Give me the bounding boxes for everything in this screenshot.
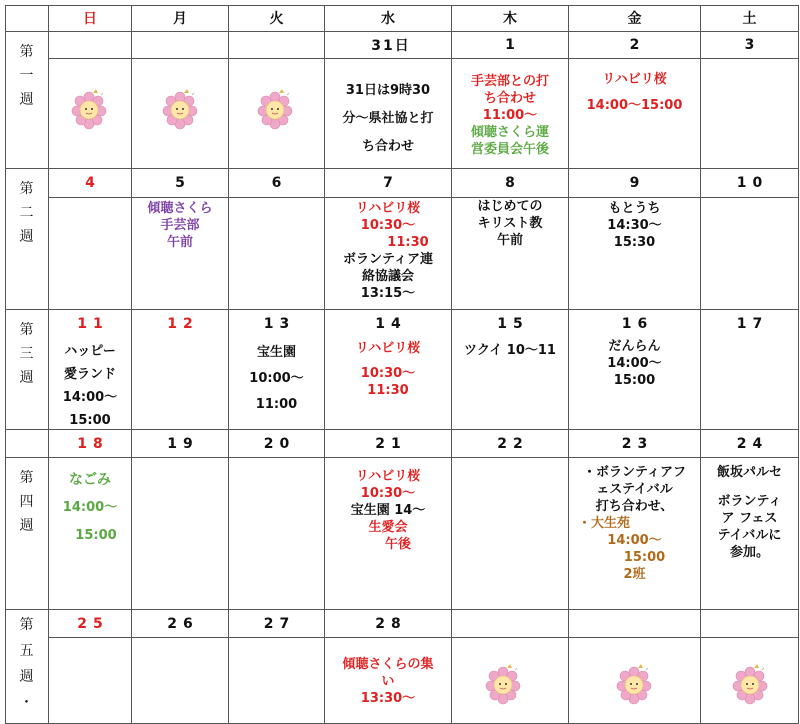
event-cell-empty: [132, 638, 229, 724]
flower-mascot-icon: [257, 89, 293, 131]
week-label-char: 第: [19, 44, 34, 60]
day-header-sat: 土: [701, 5, 799, 32]
date-cell: 10: [701, 169, 799, 198]
week-label-char: 第: [19, 617, 34, 633]
date-cell: [49, 32, 132, 59]
event-text: もとうち: [608, 201, 661, 216]
date-cell: 22: [452, 430, 569, 458]
event-text: 分〜県社協と打: [342, 111, 434, 126]
event-text: ハッピー: [64, 344, 116, 359]
day-cell-w3-sun: [49, 310, 132, 430]
event-text: 10:30〜: [360, 486, 416, 501]
date-label: 17: [736, 316, 769, 332]
event-text: 手芸部: [160, 218, 200, 233]
header-corner: [5, 5, 49, 32]
flower-mascot-icon: [71, 89, 107, 131]
event-text: 愛ランド: [63, 367, 116, 382]
date-cell: [132, 32, 229, 59]
week-label-char: 五: [19, 643, 34, 659]
date-cell: 18: [49, 430, 132, 458]
date-label: 11: [77, 316, 109, 332]
event-text: 11:00〜: [482, 108, 538, 123]
event-text: ボランティア連: [343, 252, 433, 267]
date-cell: 5: [132, 169, 229, 198]
date-cell: [569, 610, 701, 638]
date-label: 14: [375, 316, 407, 332]
event-text: 2班: [623, 567, 646, 582]
event-w2-mon: [132, 198, 229, 310]
event-text: 11:30: [367, 383, 409, 398]
event-text: 14:00〜: [607, 356, 662, 371]
day-header-mon: 月: [132, 5, 229, 32]
event-cell-empty: [229, 198, 325, 310]
event-text: なごみ: [69, 472, 111, 488]
event-text: 10:30〜: [360, 366, 416, 381]
event-text: 15:30: [613, 235, 656, 250]
event-cell-empty: [49, 59, 132, 169]
date-cell: [452, 610, 569, 638]
week-label-4: [5, 458, 49, 610]
event-text: ツクイ 10〜11: [464, 343, 556, 358]
week-label-char: 週: [19, 370, 34, 386]
day-cell-w3-wed: [325, 310, 452, 430]
event-w2-wed: [325, 198, 452, 310]
date-cell: 9: [569, 169, 701, 198]
event-text: リハビリ桜: [355, 201, 421, 216]
event-text: 14:00〜15:00: [586, 98, 683, 113]
week-label-char: 週: [19, 92, 34, 108]
event-text: だんらん: [608, 339, 661, 354]
event-w1-wed: [325, 59, 452, 169]
week-label-char: 第: [19, 322, 34, 338]
date-label: 12: [167, 316, 199, 332]
event-text: 15:00: [75, 528, 117, 543]
day-cell-w3-tue: [229, 310, 325, 430]
date-label: 13: [263, 316, 296, 332]
week-label-char: 第: [19, 470, 34, 486]
week-label-char: 週: [19, 669, 34, 685]
event-text: 31日は9時30: [345, 83, 431, 98]
date-label: 16: [621, 316, 654, 332]
event-w4-sat: [701, 458, 799, 610]
event-cell-empty: [49, 638, 132, 724]
day-header-tue: 火: [229, 5, 325, 32]
week-label-char: 一: [19, 68, 34, 84]
flower-mascot-icon: [616, 664, 652, 706]
week-label-char: 三: [19, 346, 34, 362]
event-text: い: [381, 674, 395, 689]
day-cell-w3-sat: [701, 310, 799, 430]
event-w4-sun: [49, 458, 132, 610]
date-cell: 8: [452, 169, 569, 198]
day-header-sun: 日: [49, 5, 132, 32]
event-cell-empty: [701, 198, 799, 310]
event-text: ボランティ: [717, 494, 782, 509]
event-text: 宝生園 14〜: [350, 503, 426, 518]
event-cell-empty: [132, 59, 229, 169]
event-text: リハビリ桜: [355, 469, 421, 484]
date-cell: 2: [569, 32, 701, 59]
event-text: リハビリ桜: [602, 72, 667, 87]
date-cell: 31日: [325, 32, 452, 59]
date-cell: 24: [701, 430, 799, 458]
week-label-5: [5, 610, 49, 724]
date-cell: [701, 610, 799, 638]
event-text: 14:00〜: [607, 533, 662, 548]
day-header-fri: 金: [569, 5, 701, 32]
day-header-wed: 水: [325, 5, 452, 32]
event-text: 絡協議会: [361, 269, 414, 284]
week-label-char: ・: [19, 695, 34, 711]
date-cell: 26: [132, 610, 229, 638]
day-cell-w3-thu: [452, 310, 569, 430]
event-text: 午前: [496, 233, 523, 248]
event-w1-thu: [452, 59, 569, 169]
event-text: 10:00〜: [249, 371, 304, 386]
event-cell-empty: [229, 458, 325, 610]
event-cell-empty: [452, 458, 569, 610]
event-text: 生愛会: [368, 520, 408, 535]
event-w2-thu: [452, 198, 569, 310]
event-cell-empty: [569, 638, 701, 724]
event-text: ち合わせ: [483, 91, 536, 106]
event-w1-fri: [569, 59, 701, 169]
event-text: ェステイバル: [596, 482, 673, 497]
event-text: 傾聴さくらの集: [342, 657, 434, 672]
event-cell-empty: [132, 458, 229, 610]
week-label-char: 週: [19, 518, 34, 534]
event-text: 打ち合わせ、: [595, 499, 674, 514]
date-cell: 28: [325, 610, 452, 638]
day-cell-w3-mon: [132, 310, 229, 430]
date-cell: 20: [229, 430, 325, 458]
event-text: 15:00: [623, 550, 666, 565]
week-label-1: [5, 32, 49, 169]
week-label-2: [5, 169, 49, 310]
event-cell-empty: [49, 198, 132, 310]
event-cell-empty: [229, 59, 325, 169]
event-text: 13:15〜: [360, 286, 416, 301]
date-cell: 1: [452, 32, 569, 59]
event-cell-empty: [229, 638, 325, 724]
date-cell: 6: [229, 169, 325, 198]
date-cell: 27: [229, 610, 325, 638]
event-text: 10:30〜: [360, 218, 416, 233]
event-text: ・大生苑: [578, 516, 631, 531]
date-cell: 25: [49, 610, 132, 638]
event-text: 傾聴さくら: [147, 201, 213, 216]
date-cell: 4: [49, 169, 132, 198]
event-text: 宝生園: [256, 345, 296, 360]
flower-mascot-icon: [162, 89, 198, 131]
date-cell: [229, 32, 325, 59]
event-cell-empty: [701, 59, 799, 169]
event-text: 午前: [166, 235, 193, 250]
event-text: 参加。: [729, 545, 769, 560]
week-label-char: 第: [19, 181, 34, 197]
week-label-char: 四: [19, 494, 34, 510]
date-cell: 21: [325, 430, 452, 458]
event-text: 飯坂パルセ: [716, 465, 782, 480]
date-cell: 19: [132, 430, 229, 458]
event-text: 営委員会午後: [470, 142, 549, 157]
week-label-spacer: [5, 430, 49, 458]
event-text: キリスト教: [477, 216, 543, 231]
event-w4-wed: [325, 458, 452, 610]
event-cell-empty: [701, 638, 799, 724]
flower-mascot-icon: [485, 664, 521, 706]
event-text: 14:30〜: [607, 218, 662, 233]
event-text: 傾聴さくら運: [470, 125, 549, 140]
date-cell: 7: [325, 169, 452, 198]
event-text: 手芸部との打: [470, 74, 549, 89]
date-cell: 23: [569, 430, 701, 458]
event-text: 14:00〜: [62, 390, 118, 405]
date-label: 15: [497, 316, 529, 332]
event-text: 11:00: [255, 397, 298, 412]
event-text: テイバルに: [717, 528, 782, 543]
event-text: リハビリ桜: [355, 341, 421, 356]
event-w4-fri: [569, 458, 701, 610]
day-cell-w3-fri: [569, 310, 701, 430]
week-label-3: [5, 310, 49, 430]
date-cell: 3: [701, 32, 799, 59]
event-cell-empty: [452, 638, 569, 724]
event-text: 14:00〜: [62, 500, 118, 515]
week-label-char: 二: [19, 205, 34, 221]
event-text: 午後: [384, 537, 411, 552]
flower-mascot-icon: [732, 664, 768, 706]
event-text: 15:00: [613, 373, 656, 388]
event-w5-wed: [325, 638, 452, 724]
event-text: 15:00: [69, 413, 111, 428]
event-text: ち合わせ: [361, 139, 414, 154]
event-text: はじめての: [477, 199, 543, 214]
event-text: ・ボランティアフ: [583, 465, 686, 480]
event-text: 11:30: [387, 235, 429, 250]
day-header-thu: 木: [452, 5, 569, 32]
event-text: ア フェス: [721, 511, 778, 526]
event-w2-fri: [569, 198, 701, 310]
event-text: 13:30〜: [360, 691, 416, 706]
week-label-char: 週: [19, 229, 34, 245]
